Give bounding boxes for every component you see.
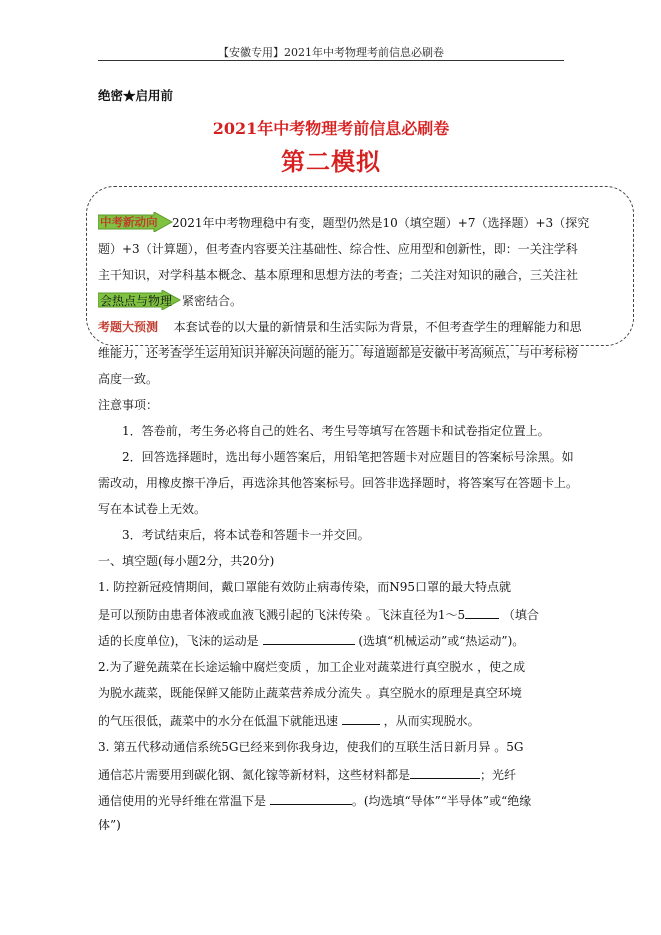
q1-blank-1[interactable] [465,606,499,619]
note-item-2-end: 写在本试卷上无效。 [98,502,207,516]
q1-line-1: 1. 防控新冠疫情期间，戴口罩能有效防止病毒传染，而N95口罩的最大特点就 [98,580,512,594]
q2-line-3: 的气压很低，蔬菜中的水分在低温下就能迅速 [98,714,339,728]
q1-line-2: 是可以预防由患者体液或血液飞溅引起的飞沫传染 。飞沫直径为1～5 [98,608,466,622]
note-item-1: 1．答卷前，考生务必将自己的姓名、考生号等填写在答题卡和试卷指定位置上。 [122,424,550,438]
q3-line-1: 3. 第五代移动通信系统5G已经来到你我身边，使我们的互联生活日新月异 。5G [98,740,524,754]
page-subtitle: 第二模拟 [281,147,381,176]
q2-line-1: 2.为了避免蔬菜在长途运输中腐烂变质 ，加工企业对蔬菜进行真空脱水 ，使之成 [98,660,526,674]
predict-tag: 考题大预测 [98,320,159,334]
trend-line-1: 2021年中考物理稳中有变，题型仍然是10（填空题）+7（选择题）+3（探究 [172,216,590,230]
page-header: 【安徽专用】2021年中考物理考前信息必刷卷 [218,46,444,59]
q1-line-3: 适的长度单位)，飞沫的运动是 [98,634,259,648]
header-divider [98,60,564,61]
q1-line-2-end: （填合 [502,608,539,622]
note-item-2-cont: 需改动，用橡皮擦干净后，再选涂其他答案标号。回答非选择题时，将答案写在答题卡上。 [98,476,579,490]
hotspot-arrow [98,290,182,310]
q3-line-3: 通信使用的光导纤维在常温下是 [98,794,267,808]
q3-line-3-end: 。(均选填“导体”“半导体”或“绝缘 [351,794,532,808]
trend-line-2: 题）+3（计算题），但考查内容要关注基础性、综合性、应用型和创新性，即：一关注学科 [98,242,578,256]
q3-blank-1[interactable] [410,766,480,779]
section-heading: 一、填空题(每小题2分，共20分) [98,554,275,568]
trend-tag [98,212,174,232]
note-item-3: 3．考试结束后，将本试卷和答题卡一并交回。 [122,528,370,542]
trend-last-suffix: 紧密结合。 [182,294,243,308]
q3-line-2-end: ；光纤 [480,768,517,782]
predict-line-3: 高度一致。 [98,372,159,386]
confidential-mark: 绝密★启用前 [98,88,174,103]
trend-line-3: 主干知识，对学科基本概念、基本原理和思想方法的考查；二关注对知识的融合，三关注社 [98,268,579,282]
q2-line-2: 为脱水蔬菜，既能保鲜又能防止蔬菜营养成分流失 。真空脱水的原理是真空环境 [98,686,522,700]
q2-blank-1[interactable] [342,712,380,725]
trend-last-prefix: 会热点与物理 [100,294,173,308]
q3-blank-2[interactable] [270,792,352,805]
q1-line-3-end: (选填“机械运动”或“热运动”)。 [358,634,525,648]
note-item-2: 2．回答选择题时，选出每小题答案后，用铅笔把答题卡对应题目的答案标号涂黑。如 [122,450,574,464]
predict-line-2: 维能力，还考查学生运用知识并解决问题的能力。每道题都是安徽中考高频点，与中考标榜 [98,346,579,360]
q3-line-4: 体”) [98,818,121,832]
q2-line-3-end: ，从而实现脱水。 [383,714,480,728]
notes-heading: 注意事项： [98,398,159,412]
page-title: 2021年中考物理考前信息必刷卷 [212,119,450,138]
q3-line-2: 通信芯片需要用到碳化钢、氮化镓等新材料，这些材料都是 [98,768,411,782]
predict-line-1: 本套试卷的以大量的新情景和生活实际为背景，不但考查学生的理解能力和思 [173,320,582,334]
q1-blank-2[interactable] [263,632,355,645]
trend-tag-label: 中考新动向 [100,215,158,229]
